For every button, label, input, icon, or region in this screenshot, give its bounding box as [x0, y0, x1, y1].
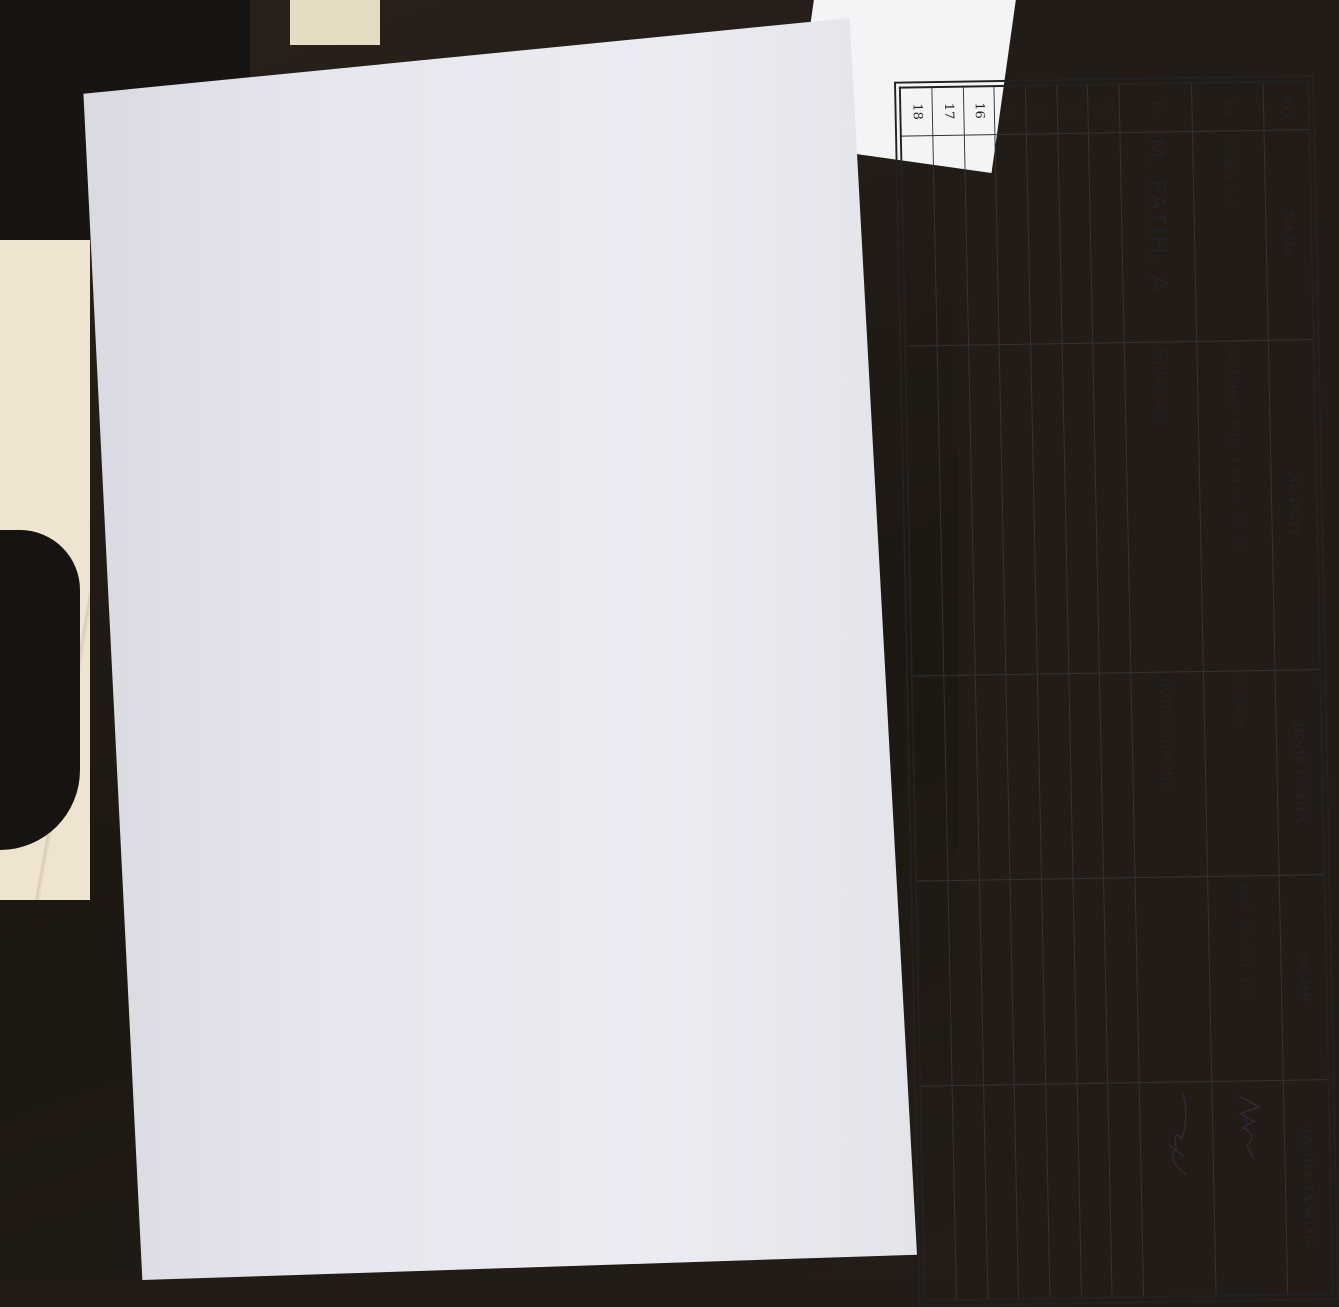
- row-jenis-usaha: KULINER: [1203, 670, 1279, 876]
- row-signature: [952, 1085, 988, 1300]
- row-jenis-usaha: [1069, 673, 1104, 878]
- header-no-hp: NO.HP: [1279, 874, 1329, 1080]
- row-nama: [1089, 132, 1124, 342]
- row-signature: [983, 1084, 1019, 1299]
- row-no-hp: [916, 880, 952, 1086]
- row-nama: [901, 135, 937, 346]
- header-tanda-tangan: TANDA TANGAN: [1283, 1079, 1333, 1295]
- row-number: 14: [1025, 85, 1057, 133]
- row-jenis-usaha: [912, 675, 948, 881]
- row-number: 17: [932, 87, 964, 135]
- row-number: 12: [1088, 84, 1120, 132]
- row-number: 13: [1057, 85, 1089, 133]
- row-jenis-usaha: [975, 674, 1010, 879]
- row-number: 18: [900, 87, 933, 136]
- row-nama: [1026, 133, 1061, 343]
- row-number: 15: [994, 86, 1026, 134]
- row-jenis-usaha: [1100, 672, 1135, 877]
- row-signature: [1108, 1082, 1144, 1297]
- form-frame: [894, 75, 1339, 1307]
- row-signature: [1015, 1084, 1051, 1299]
- header-alamat: ALAMAT: [1268, 339, 1320, 670]
- row-nama: FRANKY A.A: [1192, 130, 1268, 341]
- dark-fabric-lower: [0, 530, 80, 850]
- row-signature: [1139, 1081, 1215, 1297]
- row-no-hp: [1042, 878, 1077, 1083]
- row-nama: [995, 134, 1030, 344]
- row-jenis-usaha: [944, 675, 979, 880]
- row-jenis-usaha: [1037, 673, 1072, 878]
- signature-mark: [1158, 1088, 1194, 1179]
- row-nama: [1058, 133, 1093, 343]
- signature-mark: [1230, 1087, 1266, 1178]
- header-no: NO: [1263, 81, 1309, 130]
- row-no-hp: [1104, 877, 1139, 1082]
- row-signature: [1046, 1083, 1082, 1298]
- row-signature: [920, 1085, 957, 1301]
- row-nama: [964, 134, 999, 344]
- row-signature: [1077, 1083, 1113, 1298]
- row-number: 11: [1119, 83, 1192, 132]
- row-number: 16: [963, 86, 995, 134]
- row-signature: [1211, 1080, 1287, 1296]
- row-alamat: [905, 345, 944, 676]
- row-jenis-usaha: [1006, 674, 1041, 879]
- row-alamat: SUKAMANAH 4 NO 4 RT 02 RW 02: [1196, 340, 1275, 671]
- row-no-hp: [1135, 876, 1211, 1082]
- row-no-hp: 0805 365 231 117: [1207, 875, 1283, 1081]
- row-nama: M. FATIH. A: [1120, 131, 1196, 342]
- row-no-hp: [1010, 879, 1045, 1084]
- header-jenis-usaha: JENIS USAHA: [1275, 669, 1325, 875]
- row-jenis-usaha: ikan Cupang: [1131, 671, 1207, 877]
- floor-background-top: [290, 0, 380, 45]
- header-nama: NAMA: [1264, 129, 1314, 340]
- attendance-table: [899, 80, 1334, 1302]
- row-no-hp: [979, 879, 1014, 1084]
- row-no-hp: [948, 880, 983, 1085]
- paper-sheet: [75, 18, 917, 1280]
- row-number: 10: [1191, 82, 1264, 131]
- row-alamat: Sukasari: [1124, 341, 1203, 672]
- row-no-hp: [1073, 878, 1108, 1083]
- row-nama: [933, 135, 968, 345]
